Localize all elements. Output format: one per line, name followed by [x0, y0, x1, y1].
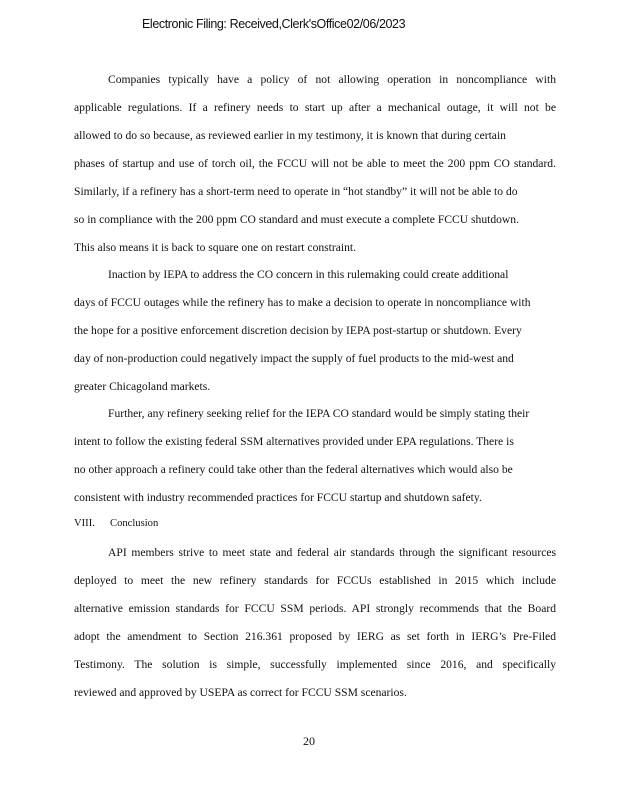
text-line: intent to follow the existing federal SSM alternatives provided under EPA regulations. There is — [74, 435, 514, 448]
text-line: days of FCCU outages while the refinery has to make a decision to operate in noncompliance with — [74, 296, 531, 309]
text-line: phases of startup and use of torch oil, the FCCU will not be able to meet the 200 ppm CO standard. — [74, 157, 556, 170]
filing-stamp-header: Electronic Filing: Received,Clerk'sOffice02/06/2023 — [142, 17, 406, 31]
text-line: API members strive to meet state and federal air standards through the significant resources — [108, 546, 556, 559]
text-line: allowed to do so because, as reviewed earlier in my testimony, it is known that during certain — [74, 129, 506, 142]
text-line: Further, any refinery seeking relief for the IEPA CO standard would be simply stating their — [108, 407, 530, 420]
text-line: Testimony. The solution is simple, successfully implemented since 2016, and specifically — [74, 658, 556, 671]
text-line: the hope for a positive enforcement discretion decision by IEPA post-startup or shutdown. Every — [74, 324, 522, 337]
text-line: reviewed and approved by USEPA as correct for FCCU SSM scenarios. — [74, 686, 407, 699]
section-number: VIII. — [74, 518, 95, 529]
text-line: This also means it is back to square one on restart constraint. — [74, 241, 357, 254]
text-line: alternative emission standards for FCCU SSM periods. API strongly recommends that the Board — [74, 602, 556, 615]
page-number: 20 — [303, 734, 315, 748]
text-line: adopt the amendment to Section 216.361 proposed by IERG as set forth in IERG’s Pre-Filed — [74, 630, 556, 643]
section-title: Conclusion — [110, 518, 159, 529]
text-line: so in compliance with the 200 ppm CO standard and must execute a complete FCCU shutdown. — [74, 213, 519, 226]
text-line: Companies typically have a policy of not allowing operation in noncompliance with — [108, 73, 556, 86]
text-line: Inaction by IEPA to address the CO concern in this rulemaking could create additional — [108, 268, 509, 281]
text-line: consistent with industry recommended practices for FCCU startup and shutdown safety. — [74, 491, 482, 504]
section-heading — [74, 518, 158, 529]
text-line: Similarly, if a refinery has a short-term need to operate in “hot standby” it will not be able to do — [74, 185, 518, 198]
text-line: day of non-production could negatively impact the supply of fuel products to the mid-west and — [74, 352, 514, 365]
text-line: greater Chicagoland markets. — [74, 380, 211, 393]
text-line: deployed to meet the new refinery standards for FCCUs established in 2015 which include — [74, 574, 556, 587]
text-line: no other approach a refinery could take other than the federal alternatives which would also be — [74, 463, 513, 476]
text-line: applicable regulations. If a refinery needs to start up after a mechanical outage, it will not be — [74, 101, 556, 114]
